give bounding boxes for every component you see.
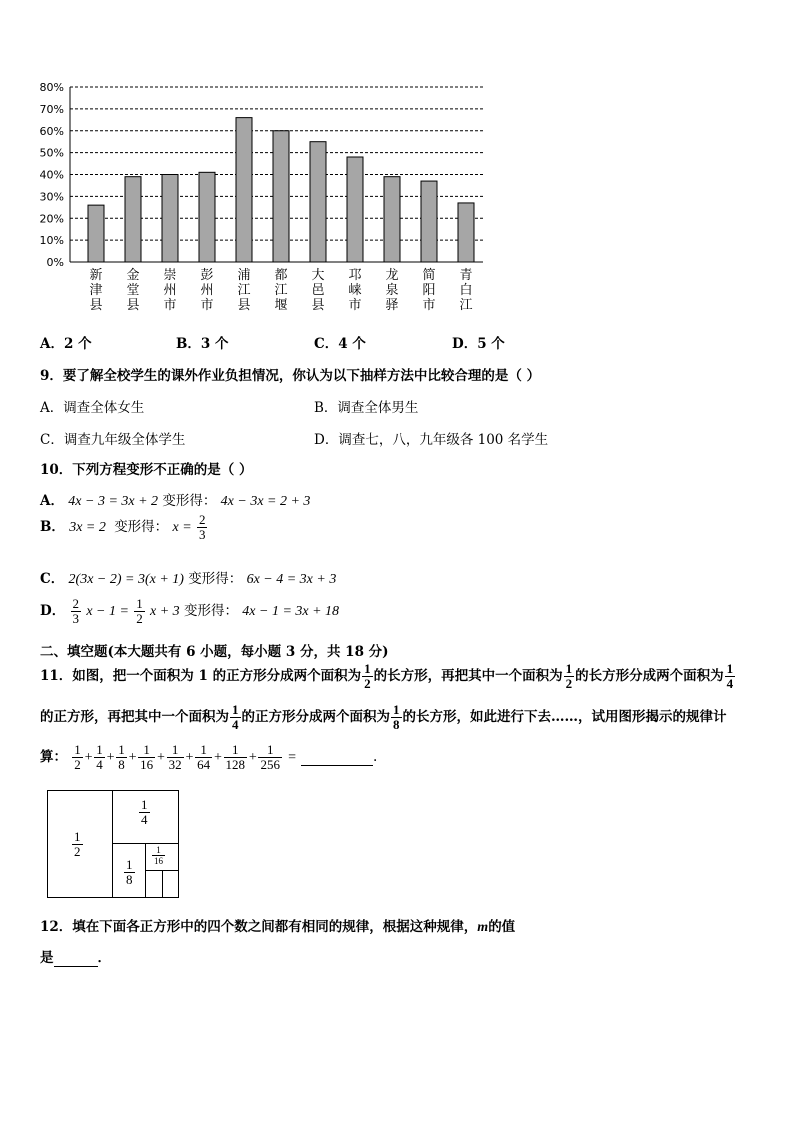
equation: 4x − 3x = 2 + 3 xyxy=(220,494,311,509)
bar xyxy=(458,203,474,262)
q10-stem: 10．下列方程变形不正确的是（ ） xyxy=(40,462,253,478)
q8-option-c: C．4 个 xyxy=(314,336,366,352)
bar-chart xyxy=(0,0,794,330)
sum-term-fraction: $\frac{1}{64}$ xyxy=(197,742,211,772)
transform-text: 变形得： xyxy=(188,571,243,587)
plus-sign: + xyxy=(184,750,195,765)
x-tick-label: 江 xyxy=(237,283,251,298)
y-tick-label: 50% xyxy=(39,146,64,160)
bar xyxy=(310,142,326,262)
x-tick-label: 龙 xyxy=(385,268,399,283)
option-label: D． xyxy=(40,603,66,619)
x-tick-label: 邛 xyxy=(348,268,362,283)
thirtysecond-region xyxy=(145,870,163,898)
y-tick-label: 10% xyxy=(39,234,64,248)
sum-term-fraction: $\frac{1}{16}$ xyxy=(140,742,154,772)
x-tick-label: 县 xyxy=(89,298,103,313)
equation: x = xyxy=(172,520,192,535)
q9-option-c: C．调查九年级全体学生 xyxy=(40,432,186,448)
figure-label-sixteenth: $\frac{1}{16}$ xyxy=(154,845,163,866)
option-label: B． xyxy=(40,519,65,535)
sum-term-fraction: $\frac{1}{128}$ xyxy=(225,742,246,772)
q12-line-2: 是 ． xyxy=(40,950,111,966)
x-tick-label: 新 xyxy=(89,268,103,283)
q12-line-1: 12．填在下面各正方形中的四个数之间都有相同的规律，根据这种规律，m的值 xyxy=(40,919,516,935)
bar xyxy=(384,177,400,262)
x-tick-label: 驿 xyxy=(385,298,399,313)
q10-option-d xyxy=(40,597,339,626)
bar xyxy=(236,118,252,262)
sum-term-fraction: $\frac{1}{32}$ xyxy=(168,742,182,772)
x-tick-label: 县 xyxy=(237,298,251,313)
q10-option-b xyxy=(40,513,208,542)
sum-term-fraction: $\frac{1}{4}$ xyxy=(96,742,103,772)
bar xyxy=(199,172,215,262)
transform-text: 变形得： xyxy=(114,519,169,535)
x-tick-label: 堰 xyxy=(274,298,288,313)
q8-option-a: A．2 个 xyxy=(40,336,92,352)
equation: 6x − 4 = 3x + 3 xyxy=(246,572,337,587)
plus-sign: + xyxy=(156,750,166,765)
y-tick-label: 30% xyxy=(39,190,64,204)
q11-figure xyxy=(47,790,179,898)
fraction: $\frac{1}{4}$ xyxy=(232,702,239,732)
q8-option-b: B．3 个 xyxy=(176,336,229,352)
option-label: C． xyxy=(40,571,65,587)
y-tick-label: 0% xyxy=(46,256,64,269)
x-tick-label: 都 xyxy=(274,268,288,283)
q10-option-c xyxy=(40,567,336,588)
x-tick-label: 市 xyxy=(422,298,436,313)
bar xyxy=(125,177,141,262)
y-tick-label: 40% xyxy=(39,168,64,182)
sum-term-fraction: $\frac{1}{8}$ xyxy=(118,742,125,772)
fraction: $\frac{1}{8}$ xyxy=(393,702,400,732)
q9-stem: 9．要了解全校学生的课外作业负担情况，你认为以下抽样方法中比较合理的是（ ） xyxy=(40,368,541,384)
x-tick-label: 崃 xyxy=(348,283,362,298)
equation: 4x − 3 = 3x + 2 xyxy=(68,494,159,509)
transform-text: 变形得： xyxy=(183,603,238,619)
y-tick-label: 70% xyxy=(39,102,64,116)
y-tick-label: 60% xyxy=(39,124,64,138)
bar xyxy=(347,157,363,262)
fraction: $\frac{1}{2}$ xyxy=(565,661,573,691)
x-tick-label: 彭 xyxy=(200,268,214,283)
x-tick-label: 邑 xyxy=(311,283,325,298)
q11-line-3: 算： $\frac{1}{2}$ + $\frac{1}{4}$ + $\frac{1}{8}$ + $\frac{1}{16}$ + $\frac{1}{32}$ + $\frac{1}{64}$ + $\frac{1}{128}$ + $\frac{1}{256}$ = . xyxy=(40,742,378,772)
q9-option-d: D．调查七，八，九年级各 100 名学生 xyxy=(314,432,549,448)
bar xyxy=(88,205,104,262)
figure-label-quarter: $\frac{1}{4}$ xyxy=(141,797,148,827)
x-tick-label: 堂 xyxy=(126,283,140,298)
x-tick-label: 江 xyxy=(274,283,288,298)
answer-blank xyxy=(54,950,98,967)
x-tick-label: 崇 xyxy=(163,268,177,283)
x-tick-label: 县 xyxy=(311,298,325,313)
y-tick-label: 80% xyxy=(39,81,64,94)
fraction: $\frac{2}{3}$ xyxy=(198,512,206,542)
plus-sign: + xyxy=(83,750,94,765)
q11-line-2: 的正方形，再把其中一个面积为 $\frac{1}{4}$ 的正方形分成两个面积为 $\frac{1}{8}$ 的长方形，如此进行下去……，试用图形揭示的规律计 xyxy=(40,702,727,732)
q10-option-a xyxy=(40,489,310,510)
fraction: $\frac{1}{2}$ xyxy=(364,661,371,691)
x-tick-label: 江 xyxy=(459,298,473,313)
answer-blank xyxy=(301,749,373,766)
figure-label-eighth: $\frac{1}{8}$ xyxy=(126,857,133,887)
q9-option-b: B．调查全体男生 xyxy=(314,400,419,416)
y-tick-label: 20% xyxy=(39,212,64,226)
fraction: $\frac{1}{4}$ xyxy=(726,661,734,691)
bar xyxy=(421,181,437,262)
q11-line-1: 11．如图，把一个面积为 1 的正方形分成两个面积为 $\frac{1}{2}$ 的长方形，再把其中一个面积为 $\frac{1}{2}$ 的长方形分成两个面积为 $\frac{1}{4}$ xyxy=(40,661,734,691)
plus-sign: + xyxy=(248,750,258,765)
x-tick-label: 市 xyxy=(200,298,214,313)
fraction: $\frac{2}{3}$ xyxy=(72,596,80,626)
x-tick-label: 大 xyxy=(311,268,325,283)
section-heading: 二、填空题(本大题共有 6 小题，每小题 3 分，共 18 分) xyxy=(40,644,389,660)
figure-label-half: $\frac{1}{2}$ xyxy=(74,829,81,859)
q9-option-a: A．调查全体女生 xyxy=(40,400,145,416)
q8-option-d: D．5 个 xyxy=(452,336,505,352)
bar xyxy=(162,175,178,263)
equation: 2(3x − 2) = 3(x + 1) xyxy=(68,572,184,587)
x-tick-label: 市 xyxy=(348,298,362,313)
x-tick-label: 阳 xyxy=(422,283,436,298)
equation: x + 3 xyxy=(150,604,180,619)
x-tick-label: 简 xyxy=(422,268,436,283)
x-tick-label: 津 xyxy=(89,283,103,298)
transform-text: 变形得： xyxy=(162,493,217,509)
x-tick-label: 县 xyxy=(126,298,140,313)
sum-term-fraction: $\frac{1}{2}$ xyxy=(74,742,81,772)
equation: 3x = 2 xyxy=(69,520,106,535)
plus-sign: + xyxy=(105,750,116,765)
x-tick-label: 市 xyxy=(163,298,177,313)
equation: x − 1 = xyxy=(86,604,129,619)
x-tick-label: 金 xyxy=(126,268,140,283)
fraction: $\frac{1}{2}$ xyxy=(136,596,143,626)
plus-sign: + xyxy=(127,750,138,765)
equation: 4x − 1 = 3x + 18 xyxy=(242,604,340,619)
x-tick-label: 白 xyxy=(459,283,473,298)
sum-term-fraction: $\frac{1}{256}$ xyxy=(260,742,280,772)
x-tick-label: 浦 xyxy=(237,268,251,283)
option-label: A． xyxy=(40,493,64,509)
x-tick-label: 泉 xyxy=(385,283,399,298)
x-tick-label: 州 xyxy=(200,283,214,298)
x-tick-label: 州 xyxy=(163,283,177,298)
plus-sign: + xyxy=(213,750,223,765)
x-tick-label: 青 xyxy=(459,268,473,283)
bar xyxy=(273,131,289,262)
